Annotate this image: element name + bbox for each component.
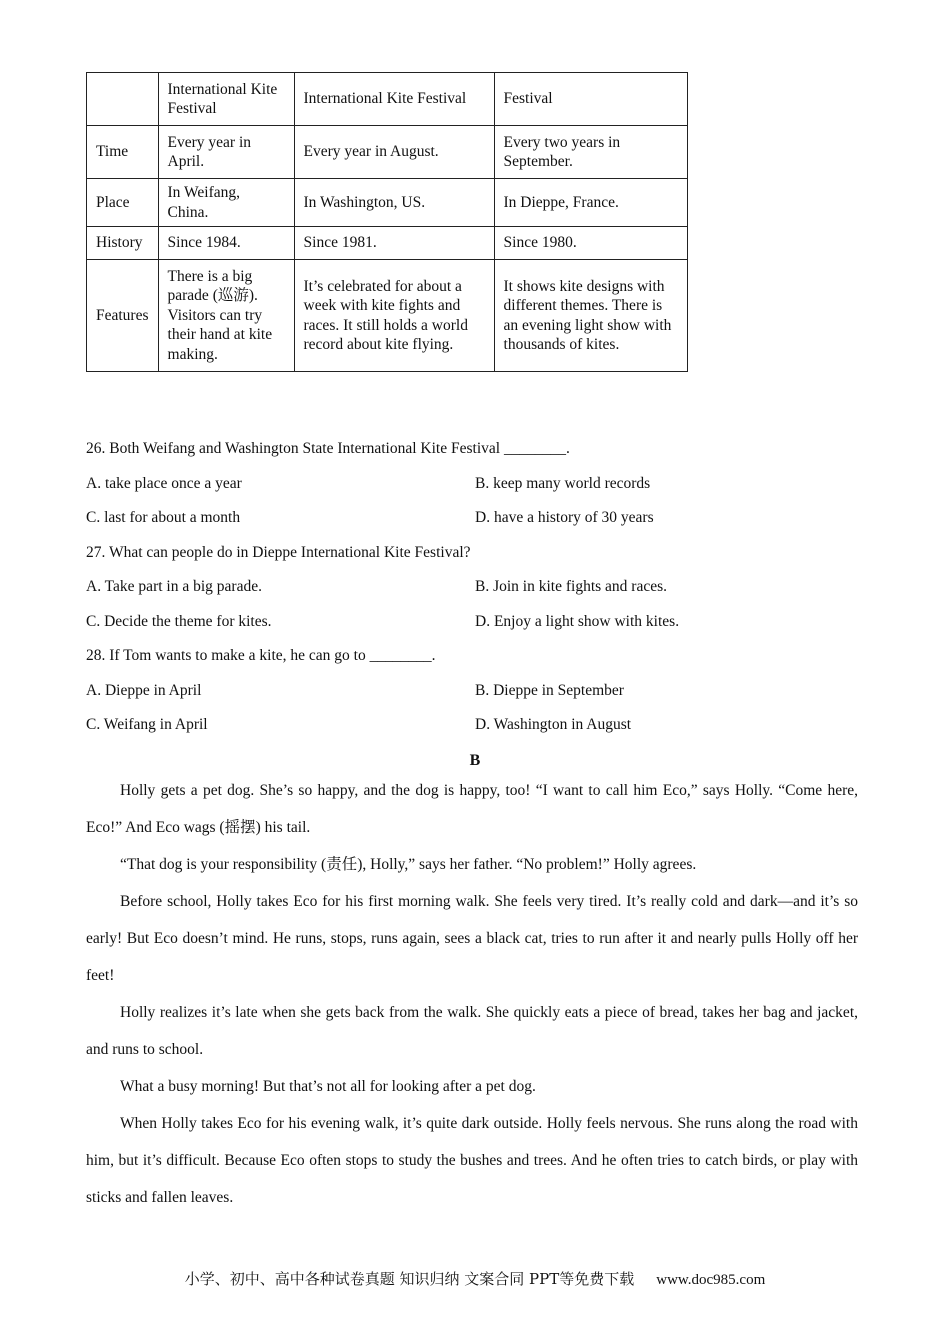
table-header-cell: International Kite Festival xyxy=(158,73,294,126)
passage-paragraph: “That dog is your responsibility (责任), Holly,” says her father. “No problem!” Holly agrees. xyxy=(120,856,697,873)
section-b-passage xyxy=(86,772,858,1216)
question-26-option-c: C. last for about a month xyxy=(86,509,241,526)
question-26-option-d: D. have a history of 30 years xyxy=(475,509,654,526)
footer-url[interactable]: www.doc985.com xyxy=(656,1272,766,1288)
question-28-option-b: B. Dieppe in September xyxy=(475,682,624,699)
table-cell: Since 1984. xyxy=(158,227,294,260)
question-27-option-b: B. Join in kite fights and races. xyxy=(475,578,667,595)
section-b-title: B xyxy=(469,752,481,769)
question-26-option-b: B. keep many world records xyxy=(475,475,651,492)
question-27-stem: 27. What can people do in Dieppe International Kite Festival? xyxy=(86,544,471,561)
table-cell: In Dieppe, France. xyxy=(494,179,687,227)
table-cell: In Washington, US. xyxy=(294,179,494,227)
table-cell: There is a big parade (巡游). Visitors can try their hand at kite making. xyxy=(158,260,294,372)
question-26-stem: 26. Both Weifang and Washington State International Kite Festival ________. xyxy=(86,440,570,457)
kite-festival-table xyxy=(86,72,688,372)
question-27-option-c: C. Decide the theme for kites. xyxy=(86,613,272,630)
table-cell: It’s celebrated for about a week with kite fights and races. It still holds a world record about kite flying. xyxy=(294,260,494,372)
row-label: Time xyxy=(87,126,159,179)
question-28-option-a: A. Dieppe in April xyxy=(86,682,202,699)
row-label: Features xyxy=(87,260,159,372)
table-header-cell: Festival xyxy=(494,73,687,126)
passage-paragraph: What a busy morning! But that’s not all for looking after a pet dog. xyxy=(120,1078,536,1095)
page-footer xyxy=(0,1268,950,1291)
table-header-row xyxy=(87,73,688,126)
question-28-stem: 28. If Tom wants to make a kite, he can go to ________. xyxy=(86,647,436,664)
table-row xyxy=(87,126,688,179)
passage-paragraph: Holly realizes it’s late when she gets back from the walk. She quickly eats a piece of bread, takes her bag and jacket, and runs to school. xyxy=(86,1004,858,1058)
row-label: History xyxy=(87,227,159,260)
passage-paragraph: Before school, Holly takes Eco for his first morning walk. She feels very tired. It’s really cold and dark—and it’s so early! But Eco doesn’t mind. He runs, stops, runs again, sees a black cat, tries to run after it and nearly pulls Holly off her feet! xyxy=(86,893,858,984)
question-27-option-d: D. Enjoy a light show with kites. xyxy=(475,613,680,630)
question-28-option-d: D. Washington in August xyxy=(475,716,632,733)
table-cell: Every year in August. xyxy=(294,126,494,179)
question-27-option-a: A. Take part in a big parade. xyxy=(86,578,262,595)
passage-paragraph: When Holly takes Eco for his evening walk, it’s quite dark outside. Holly feels nervous. She runs along the road with him, but it’s difficult. Because Eco often stops to study the bushes and trees. And he often tries to catch birds, or play with sticks and fallen leaves. xyxy=(86,1115,858,1206)
table-header-cell: International Kite Festival xyxy=(294,73,494,126)
table-cell: It shows kite designs with different themes. There is an evening light show with thousands of kites. xyxy=(494,260,687,372)
table-row xyxy=(87,179,688,227)
passage-paragraph: Holly gets a pet dog. She’s so happy, and the dog is happy, too! “I want to call him Eco,” says Holly. “Come here, Eco!” And Eco wags (摇摆) his tail. xyxy=(86,782,858,836)
question-28-option-c: C. Weifang in April xyxy=(86,716,208,733)
table-header-cell xyxy=(87,73,159,126)
row-label: Place xyxy=(87,179,159,227)
footer-text: 小学、初中、高中各种试卷真题 知识归纳 文案合同 PPT等免费下载 xyxy=(184,1270,635,1288)
table-cell: In Weifang, China. xyxy=(158,179,294,227)
table-row xyxy=(87,260,688,372)
question-26-option-a: A. take place once a year xyxy=(86,475,242,492)
table-cell: Since 1981. xyxy=(294,227,494,260)
table-cell: Since 1980. xyxy=(494,227,687,260)
table-cell: Every two years in September. xyxy=(494,126,687,179)
table-cell: Every year in April. xyxy=(158,126,294,179)
table-row xyxy=(87,227,688,260)
